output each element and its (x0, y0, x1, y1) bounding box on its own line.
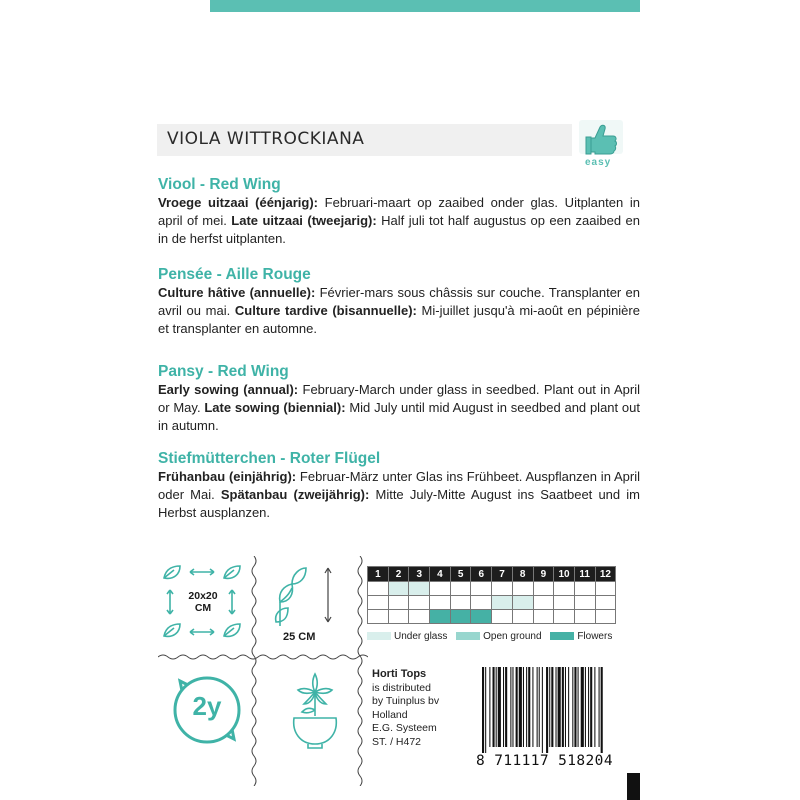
calendar-cell (554, 610, 575, 624)
barcode-bar (572, 667, 573, 747)
barcode-bar (542, 667, 543, 753)
section-heading: Viool - Red Wing (158, 176, 281, 193)
barcode-bar (505, 667, 507, 747)
calendar-row (368, 596, 616, 610)
calendar-cell (450, 610, 471, 624)
calendar-cell (368, 610, 389, 624)
section-heading: Pansy - Red Wing (158, 363, 289, 380)
barcode (480, 667, 640, 757)
barcode-bar (519, 667, 522, 747)
section-french (158, 266, 640, 338)
barcode-bar (512, 667, 513, 747)
barcode-bar (565, 667, 566, 747)
barcode-bar (594, 667, 595, 747)
calendar-cell (533, 582, 554, 596)
title-banner (157, 124, 572, 156)
barcode-bar (574, 667, 576, 747)
legend-swatch (456, 632, 480, 640)
section-heading: Pensée - Aille Rouge (158, 266, 311, 283)
calendar-cell (595, 610, 616, 624)
calendar-row (368, 610, 616, 624)
barcode-bar (578, 667, 579, 747)
legend-swatch (550, 632, 574, 640)
calendar-cell (512, 610, 533, 624)
calendar-month-6: 6 (471, 567, 492, 582)
calendar-month-12: 12 (595, 567, 616, 582)
section-body: Frühanbau (einjährig): Februar-März unter Glas ins Frühbeet. Auspflanzen in April oder Mai. Spätanbau (zweijährig): Mitte July-Mitte August ins Saatbeet und im Herbst ausplanzen. (158, 469, 641, 520)
barcode-bar (485, 667, 486, 753)
calendar-month-11: 11 (574, 567, 595, 582)
calendar-cell (368, 582, 389, 596)
calendar-cell (471, 596, 492, 610)
distributor-info (372, 668, 439, 749)
calendar-cell (554, 596, 575, 610)
section-dutch (158, 176, 640, 248)
calendar-cell (409, 610, 430, 624)
distributor-line: ST. / H472 (372, 735, 422, 748)
sowing-calendar (367, 566, 616, 624)
barcode-bar (599, 667, 600, 747)
calendar-month-8: 8 (512, 567, 533, 582)
calendar-cell (554, 582, 575, 596)
barcode-bar (551, 667, 553, 747)
calendar-cell (512, 582, 533, 596)
calendar-month-9: 9 (533, 567, 554, 582)
barcode-bar (581, 667, 584, 747)
calendar-cell (533, 596, 554, 610)
barcode-bar (496, 667, 497, 747)
barcode-bar (510, 667, 511, 747)
calendar-cell (388, 610, 409, 624)
distributor-line: by Tuinplus bv (372, 695, 440, 707)
potted-plant-icon (280, 672, 350, 752)
calendar-grid (367, 566, 616, 624)
barcode-bar (549, 667, 550, 747)
legend-under-glass: Under glass (367, 631, 447, 642)
section-body: Culture hâtive (annuelle): Février-mars sous châssis sur couche. Transplanter en avril ou mai. Culture tardive (bisannuelle): Mi-juillet jusqu'à mi-août en pépinière et transplanter en automne. (158, 285, 640, 336)
distributor-line: is distributed (372, 681, 431, 694)
calendar-month-4: 4 (430, 567, 451, 582)
barcode-bar (482, 667, 484, 753)
calendar-cell (409, 582, 430, 596)
barcode-bar (516, 667, 518, 747)
barcode-bar (558, 667, 561, 747)
calendar-cell (450, 596, 471, 610)
calendar-legend (367, 631, 618, 642)
section-heading: Stiefmütterchen - Roter Flügel (158, 450, 381, 467)
legend-swatch (367, 632, 391, 640)
plant-height-icon (270, 562, 342, 630)
calendar-cell (471, 582, 492, 596)
barcode-number: 8 711117 518204 (476, 753, 613, 769)
barcode-bar (528, 667, 530, 747)
calendar-cell (492, 596, 513, 610)
barcode-bar (562, 667, 564, 747)
calendar-cell (450, 582, 471, 596)
difficulty-label: easy (585, 157, 612, 168)
calendar-cell (492, 582, 513, 596)
brand-name: Horti Tops (372, 668, 427, 680)
barcode-bar (498, 667, 501, 747)
species-title: VIOLA WITTROCKIANA (167, 129, 365, 149)
barcode-bar (489, 667, 490, 747)
wavy-divider-horizontal (158, 652, 368, 662)
barcode-bar (503, 667, 504, 747)
calendar-month-10: 10 (554, 567, 575, 582)
calendar-cell (430, 610, 451, 624)
calendar-cell (471, 610, 492, 624)
barcode-bar (568, 667, 569, 747)
barcode-bar (585, 667, 586, 747)
section-german (158, 450, 640, 522)
calendar-cell (388, 582, 409, 596)
barcode-bar (588, 667, 589, 747)
section-body: Early sowing (annual): February-March under glass in seedbed. Plant out in April or May. Late sowing (biennial): Mid July until mid August in seedbed and plant out in autumn. (158, 382, 641, 433)
barcode-bar (493, 667, 495, 747)
calendar-cell (409, 596, 430, 610)
wavy-divider-vertical (248, 556, 260, 786)
calendar-cell (430, 596, 451, 610)
calendar-row (368, 582, 616, 596)
barcode-bar (601, 667, 603, 753)
calendar-month-7: 7 (492, 567, 513, 582)
calendar-cell (574, 582, 595, 596)
barcode-bar (556, 667, 557, 747)
legend-flowers: Flowers (550, 631, 612, 642)
distributor-line: Holland (372, 708, 408, 721)
calendar-month-5: 5 (450, 567, 471, 582)
section-body: Vroege uitzaai (éénjarig): Februari-maart op zaaibed onder glas. Uitplanten in april of mei. Late uitzaai (tweejarig): Half juli tot half augustus op een zaaibed en in de herfst uitplanten. (158, 195, 641, 246)
height-label: 25 CM (283, 631, 316, 643)
calendar-month-1: 1 (368, 567, 389, 582)
barcode-bar (546, 667, 548, 753)
barcode-bar (532, 667, 533, 747)
calendar-cell (492, 610, 513, 624)
calendar-cell (512, 596, 533, 610)
barcode-bar (590, 667, 592, 747)
barcode-bar (523, 667, 524, 747)
calendar-cell (533, 610, 554, 624)
calendar-cell (595, 596, 616, 610)
calendar-month-2: 2 (388, 567, 409, 582)
calendar-cell (430, 582, 451, 596)
wavy-divider-vertical (354, 556, 366, 786)
registration-mark (627, 773, 640, 800)
spacing-label: 20x20 CM (188, 590, 218, 614)
calendar-cell (368, 596, 389, 610)
calendar-month-3: 3 (409, 567, 430, 582)
barcode-bar (537, 667, 538, 747)
barcode-bar (526, 667, 527, 747)
section-english (158, 363, 640, 435)
top-accent-bar (210, 0, 640, 12)
calendar-cell (574, 596, 595, 610)
barcode-bar (539, 667, 540, 747)
legend-open-ground: Open ground (456, 631, 541, 642)
calendar-cell (595, 582, 616, 596)
lifecycle-label: 2y (192, 691, 222, 721)
calendar-cell (388, 596, 409, 610)
calendar-month-header (368, 567, 616, 582)
distributor-line: E.G. Systeem (372, 722, 437, 734)
calendar-cell (574, 610, 595, 624)
